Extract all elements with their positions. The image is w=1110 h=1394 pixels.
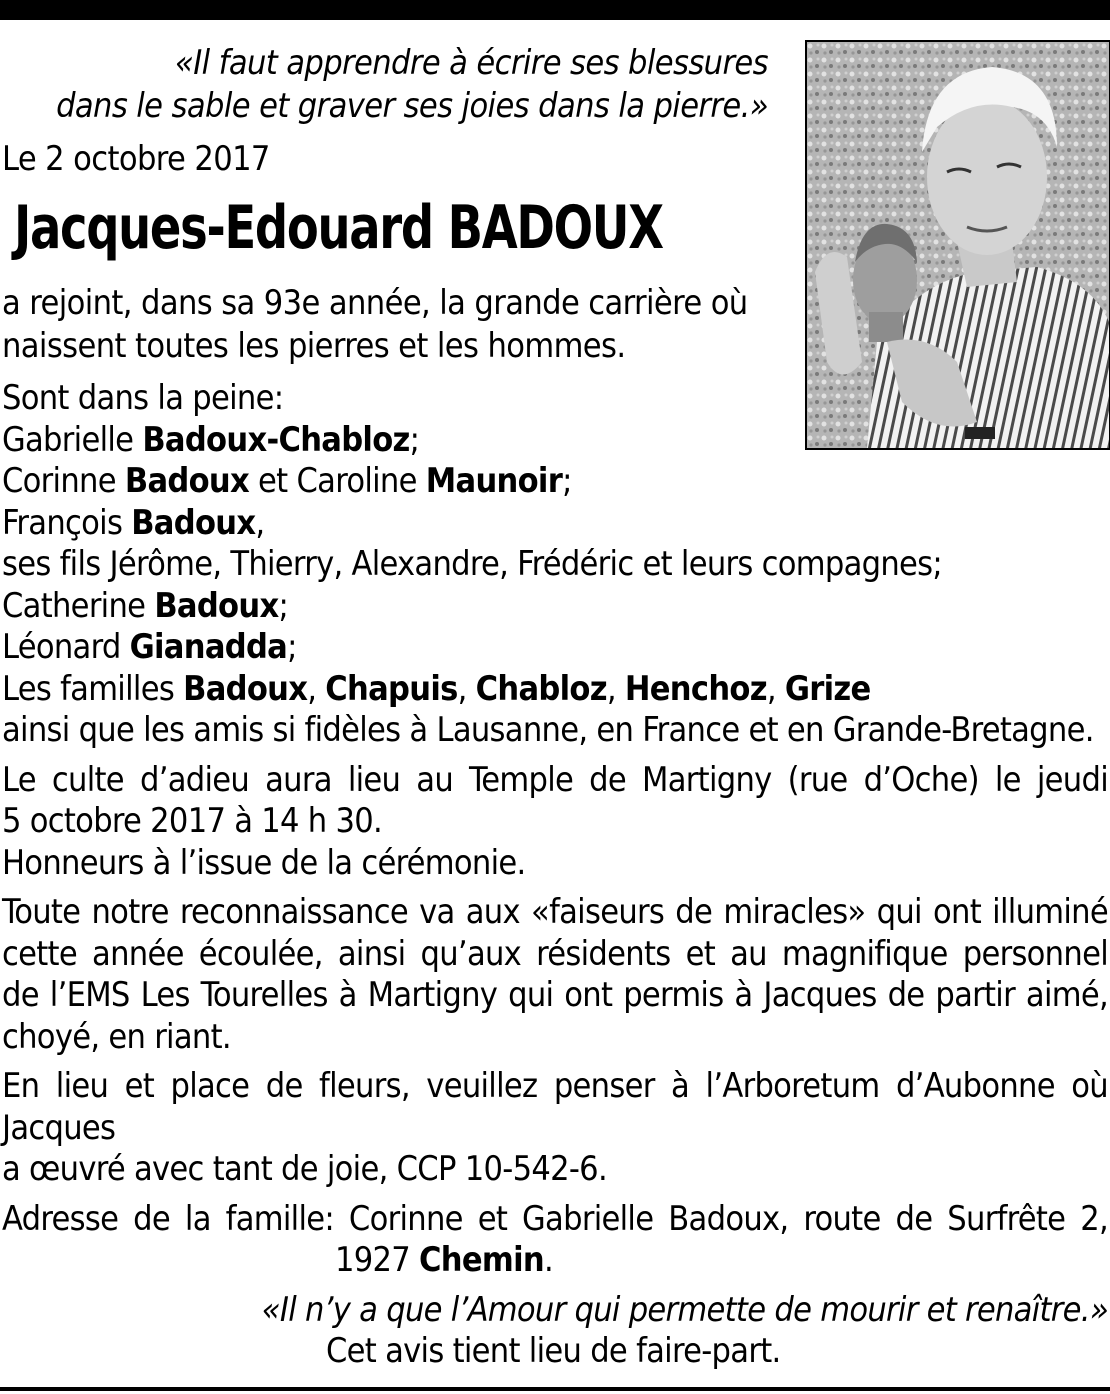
notice-body [2,378,1108,1373]
deceased-name: Jacques-Edouard BADOUX [14,193,663,263]
mourner-line: ses fils Jérôme, Thierry, Alexandre, Frédéric et leurs compagnes; [2,544,943,584]
mourner-line [2,586,1108,628]
punctuation: , [766,668,785,709]
closing-quote: «Il n’y a que l’Amour qui permette de mourir et renaître.» [261,1289,1108,1330]
paragraph-gap [2,752,1108,760]
mourner-line [2,420,1108,462]
punctuation: . [543,1240,553,1280]
thanks-line: Toute notre reconnaissance va aux «faiseurs de miracles» qui ont illuminé [2,892,1108,932]
family-name: Henchoz [624,668,767,709]
mourner-line [2,627,1108,669]
epigraph-line: dans le sable et graver ses joies dans la pierre.» [56,86,768,126]
intro-line: a rejoint, dans sa 93e année, la grande carrière où [2,283,748,323]
punctuation: , [457,668,476,709]
paragraph-gap [2,1058,1108,1066]
intro-line: naissent toutes les pierres et les hommes. [2,326,626,366]
mourner-line [2,669,1108,711]
flowers-line: a œuvré avec tant de joie, CCP 10-542-6. [2,1149,607,1189]
punctuation: , [255,502,265,543]
given-name: Corinne [2,461,125,501]
thanks-line: de l’EMS Les Tourelles à Martigny qui ont permis à Jacques de partir aimé, [2,975,1108,1015]
ceremony-line: Le culte d’adieu aura lieu au Temple de Martigny (rue d’Oche) le jeudi [2,759,1108,800]
postal-code: 1927 [335,1240,420,1280]
family-name: Badoux [183,668,308,709]
punctuation: , [307,668,326,709]
punctuation: , [606,668,625,709]
family-name: Badoux [124,461,250,501]
family-name: Chabloz [475,668,607,709]
intro-text [2,282,782,368]
family-name: Grize [784,668,871,709]
paragraph-gap [2,1191,1108,1199]
connector-text: et Caroline [249,461,426,501]
family-name: Badoux-Chabloz [142,419,410,460]
mourner-line: ainsi que les amis si fidèles à Lausanne, en France et en Grande-Bretagne. [2,710,1094,750]
ceremony-line: 5 octobre 2017 à 14 h 30. [2,801,383,841]
given-name: Léonard [2,627,130,667]
epigraph [2,42,768,128]
punctuation: ; [562,461,572,501]
punctuation: ; [409,419,420,460]
mourner-line [2,503,1108,545]
given-name: François [2,502,132,543]
epigraph-line: «Il faut apprendre à écrire ses blessures [174,43,768,83]
family-name: Badoux [131,502,256,543]
punctuation: ; [287,627,297,667]
notice-date: Le 2 octobre 2017 [2,139,270,179]
mourner-line [2,461,1108,503]
family-name: Maunoir [425,461,563,501]
notice-note: Cet avis tient lieu de faire-part. [326,1331,781,1371]
top-rule [0,0,1110,20]
punctuation: ; [278,585,289,626]
paragraph-gap [2,884,1108,892]
town-name: Chemin [419,1240,544,1280]
given-name: Gabrielle [2,419,143,460]
families-lead: Les familles [2,668,184,709]
family-name: Chapuis [325,668,458,709]
family-name: Gianadda [129,627,288,667]
given-name: Catherine [2,585,155,626]
bottom-rule [0,1387,1110,1391]
thanks-line: cette année écoulée, ainsi qu’aux résidents et au magnifique personnel [2,933,1108,974]
address-line [2,1240,1108,1282]
ceremony-line: Honneurs à l’issue de la cérémonie. [2,842,526,883]
thanks-line: choyé, en riant. [2,1016,231,1057]
address-line: Adresse de la famille: Corinne et Gabrielle Badoux, route de Surfrête 2, [2,1198,1108,1239]
mourners-heading: Sont dans la peine: [2,378,284,418]
paragraph-gap [2,1282,1108,1290]
flowers-line: En lieu et place de fleurs, veuillez penser à l’Arboretum d’Aubonne où Jacques [2,1066,1108,1148]
family-name: Badoux [154,585,279,626]
